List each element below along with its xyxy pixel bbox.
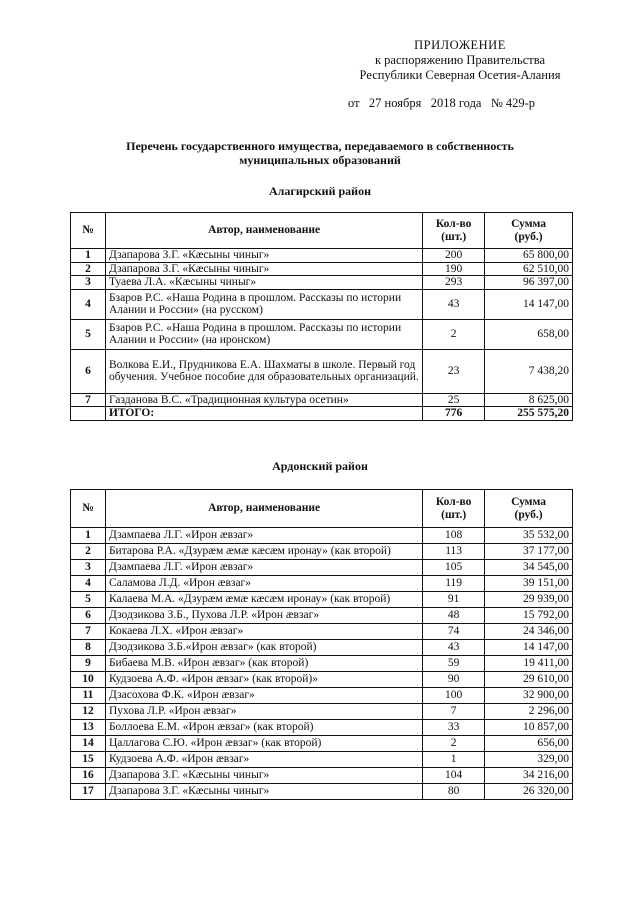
table-row	[71, 528, 573, 544]
row-author-title: Дзодзикова З.Б., Пухова Л.Р. «Ирон æвзаг»	[105, 608, 422, 624]
header-num: №	[71, 490, 106, 528]
row-quantity: 100	[423, 688, 485, 704]
row-number: 14	[71, 736, 106, 752]
header-sum-line-1: Сумма	[511, 496, 547, 508]
row-sum: 37 177,00	[485, 544, 573, 560]
row-number: 3	[71, 276, 106, 290]
row-quantity: 48	[423, 608, 485, 624]
table-row	[71, 544, 573, 560]
table-row	[71, 656, 573, 672]
header-qty-line-1: Кол-во	[435, 496, 472, 508]
header-qty-line-2: (шт.)	[441, 230, 467, 243]
total-row-num-cell	[71, 407, 106, 421]
table-row	[71, 249, 573, 263]
row-sum: 32 900,00	[485, 688, 573, 704]
document-title-line-1: Перечень государственного имущества, передаваемого в собственность	[126, 139, 514, 153]
row-number: 16	[71, 768, 106, 784]
row-author-title: Калаева М.А. «Дзурæм æмæ кæсæм иронау» (как второй)	[105, 592, 422, 608]
row-quantity: 104	[423, 768, 485, 784]
total-row	[71, 407, 573, 421]
row-quantity: 190	[423, 262, 485, 276]
row-author-title: Бзаров Р.С. «Наша Родина в прошлом. Рассказы по истории Алании и России» (на иронском)	[105, 319, 422, 349]
row-number: 13	[71, 720, 106, 736]
row-quantity: 293	[423, 276, 485, 290]
row-quantity: 23	[423, 349, 485, 393]
row-quantity: 80	[423, 784, 485, 800]
row-author-title: Кудзоева А.Ф. «Ирон æвзаг»	[105, 752, 422, 768]
table-row	[71, 393, 573, 407]
row-author-title: Кудзоева А.Ф. «Ирон æвзаг» (как второй)»	[105, 672, 422, 688]
row-quantity: 119	[423, 576, 485, 592]
row-sum: 14 147,00	[485, 640, 573, 656]
table-row	[71, 319, 573, 349]
table-row	[71, 576, 573, 592]
row-author-title: Бзаров Р.С. «Наша Родина в прошлом. Рассказы по истории Алании и России» (на русском)	[105, 289, 422, 319]
appendix-label: ПРИЛОЖЕНИЕ	[414, 38, 506, 52]
row-sum: 34 216,00	[485, 768, 573, 784]
table-row	[71, 592, 573, 608]
row-author-title: Дзапарова З.Г. «Кæсыны чиныг»	[105, 784, 422, 800]
table-row	[71, 560, 573, 576]
table-row	[71, 672, 573, 688]
row-author-title: Волкова Е.И., Прудникова Е.А. Шахматы в школе. Первый год обучения. Учебное пособие для образовательных организаций.	[105, 349, 422, 393]
row-number: 4	[71, 576, 106, 592]
header-author: Автор, наименование	[105, 490, 422, 528]
row-author-title: Битарова Р.А. «Дзурæм æмæ кæсæм иронау» (как второй)	[105, 544, 422, 560]
row-sum: 34 545,00	[485, 560, 573, 576]
header-qty-line-1: Кол-во	[435, 218, 472, 230]
row-number: 9	[71, 656, 106, 672]
row-quantity: 25	[423, 393, 485, 407]
row-sum: 329,00	[485, 752, 573, 768]
header-author: Автор, наименование	[105, 213, 422, 249]
row-author-title: Пухова Л.Р. «Ирон æвзаг»	[105, 704, 422, 720]
document-title-line-2: муниципальных образований	[239, 153, 401, 167]
appendix-line-1: к распоряжению Правительства	[374, 53, 545, 67]
row-sum: 7 438,20	[485, 349, 573, 393]
table-row	[71, 608, 573, 624]
table-row	[71, 262, 573, 276]
row-quantity: 113	[423, 544, 485, 560]
row-quantity: 59	[423, 656, 485, 672]
inventory-table-alagir	[70, 212, 573, 421]
row-author-title: Кокаева Л.Х. «Ирон æвзаг»	[105, 624, 422, 640]
document-title	[80, 139, 560, 167]
row-sum: 10 857,00	[485, 720, 573, 736]
row-number: 17	[71, 784, 106, 800]
row-number: 15	[71, 752, 106, 768]
table-row	[71, 349, 573, 393]
row-quantity: 2	[423, 319, 485, 349]
row-quantity: 43	[423, 640, 485, 656]
row-sum: 26 320,00	[485, 784, 573, 800]
row-author-title: Боллоева Е.М. «Ирон æвзаг» (как второй)	[105, 720, 422, 736]
row-quantity: 1	[423, 752, 485, 768]
inventory-table-ardon	[70, 489, 573, 800]
row-author-title: Дзампаева Л.Г. «Ирон æвзаг»	[105, 560, 422, 576]
order-reference: от 27 ноября 2018 года № 429-р	[348, 96, 536, 110]
row-sum: 96 397,00	[485, 276, 573, 290]
appendix-header	[330, 38, 590, 83]
header-qty-line-2: (шт.)	[441, 508, 467, 521]
header-sum	[485, 490, 573, 528]
row-sum: 15 792,00	[485, 608, 573, 624]
row-number: 4	[71, 289, 106, 319]
row-sum: 8 625,00	[485, 393, 573, 407]
row-author-title: Туаева Л.А. «Кæсыны чиныг»	[105, 276, 422, 290]
row-sum: 658,00	[485, 319, 573, 349]
total-sum: 255 575,20	[485, 407, 573, 421]
row-quantity: 90	[423, 672, 485, 688]
table-row	[71, 752, 573, 768]
row-sum: 65 800,00	[485, 249, 573, 263]
row-quantity: 91	[423, 592, 485, 608]
row-sum: 24 346,00	[485, 624, 573, 640]
total-label: ИТОГО:	[105, 407, 422, 421]
row-number: 3	[71, 560, 106, 576]
row-sum: 19 411,00	[485, 656, 573, 672]
header-num: №	[71, 213, 106, 249]
row-quantity: 200	[423, 249, 485, 263]
row-author-title: Дзапарова З.Г. «Кæсыны чиныг»	[105, 262, 422, 276]
row-sum: 39 151,00	[485, 576, 573, 592]
row-number: 12	[71, 704, 106, 720]
header-sum	[485, 213, 573, 249]
row-number: 8	[71, 640, 106, 656]
row-number: 2	[71, 262, 106, 276]
row-number: 2	[71, 544, 106, 560]
row-author-title: Газданова В.С. «Традиционная культура осетин»	[105, 393, 422, 407]
header-sum-line-2: (руб.)	[514, 230, 543, 243]
row-author-title: Дзодзикова З.Б.«Ирон æвзаг» (как второй)	[105, 640, 422, 656]
table-row	[71, 784, 573, 800]
row-number: 10	[71, 672, 106, 688]
row-sum: 29 939,00	[485, 592, 573, 608]
table-row	[71, 704, 573, 720]
table-row	[71, 640, 573, 656]
row-number: 5	[71, 319, 106, 349]
row-sum: 656,00	[485, 736, 573, 752]
table-row	[71, 624, 573, 640]
row-number: 6	[71, 349, 106, 393]
row-author-title: Дзапарова З.Г. «Кæсыны чиныг»	[105, 768, 422, 784]
row-quantity: 105	[423, 560, 485, 576]
row-number: 7	[71, 393, 106, 407]
row-quantity: 2	[423, 736, 485, 752]
total-qty: 776	[423, 407, 485, 421]
row-quantity: 7	[423, 704, 485, 720]
row-sum: 62 510,00	[485, 262, 573, 276]
row-quantity: 33	[423, 720, 485, 736]
row-sum: 14 147,00	[485, 289, 573, 319]
row-author-title: Дзампаева Л.Г. «Ирон æвзаг»	[105, 528, 422, 544]
row-author-title: Цаллагова С.Ю. «Ирон æвзаг» (как второй)	[105, 736, 422, 752]
district-title-alagir: Алагирский район	[268, 184, 371, 198]
table-row	[71, 688, 573, 704]
appendix-line-2: Республики Северная Осетия-Алания	[359, 68, 561, 82]
table-row	[71, 276, 573, 290]
table-row	[71, 289, 573, 319]
district-title-ardon: Ардонский район	[272, 459, 368, 473]
row-quantity: 74	[423, 624, 485, 640]
row-number: 1	[71, 528, 106, 544]
table-row	[71, 736, 573, 752]
row-number: 7	[71, 624, 106, 640]
row-number: 5	[71, 592, 106, 608]
row-number: 6	[71, 608, 106, 624]
row-author-title: Бибаева М.В. «Ирон æвзаг» (как второй)	[105, 656, 422, 672]
row-quantity: 43	[423, 289, 485, 319]
header-qty	[423, 213, 485, 249]
row-number: 1	[71, 249, 106, 263]
row-author-title: Саламова Л.Д. «Ирон æвзаг»	[105, 576, 422, 592]
row-sum: 29 610,00	[485, 672, 573, 688]
row-number: 11	[71, 688, 106, 704]
row-sum: 2 296,00	[485, 704, 573, 720]
header-sum-line-2: (руб.)	[514, 508, 543, 521]
row-quantity: 108	[423, 528, 485, 544]
row-author-title: Дзасохова Ф.К. «Ирон æвзаг»	[105, 688, 422, 704]
header-qty	[423, 490, 485, 528]
table-row	[71, 720, 573, 736]
row-sum: 35 532,00	[485, 528, 573, 544]
table-row	[71, 768, 573, 784]
row-author-title: Дзапарова З.Г. «Кæсыны чиныг»	[105, 249, 422, 263]
header-sum-line-1: Сумма	[511, 218, 547, 230]
